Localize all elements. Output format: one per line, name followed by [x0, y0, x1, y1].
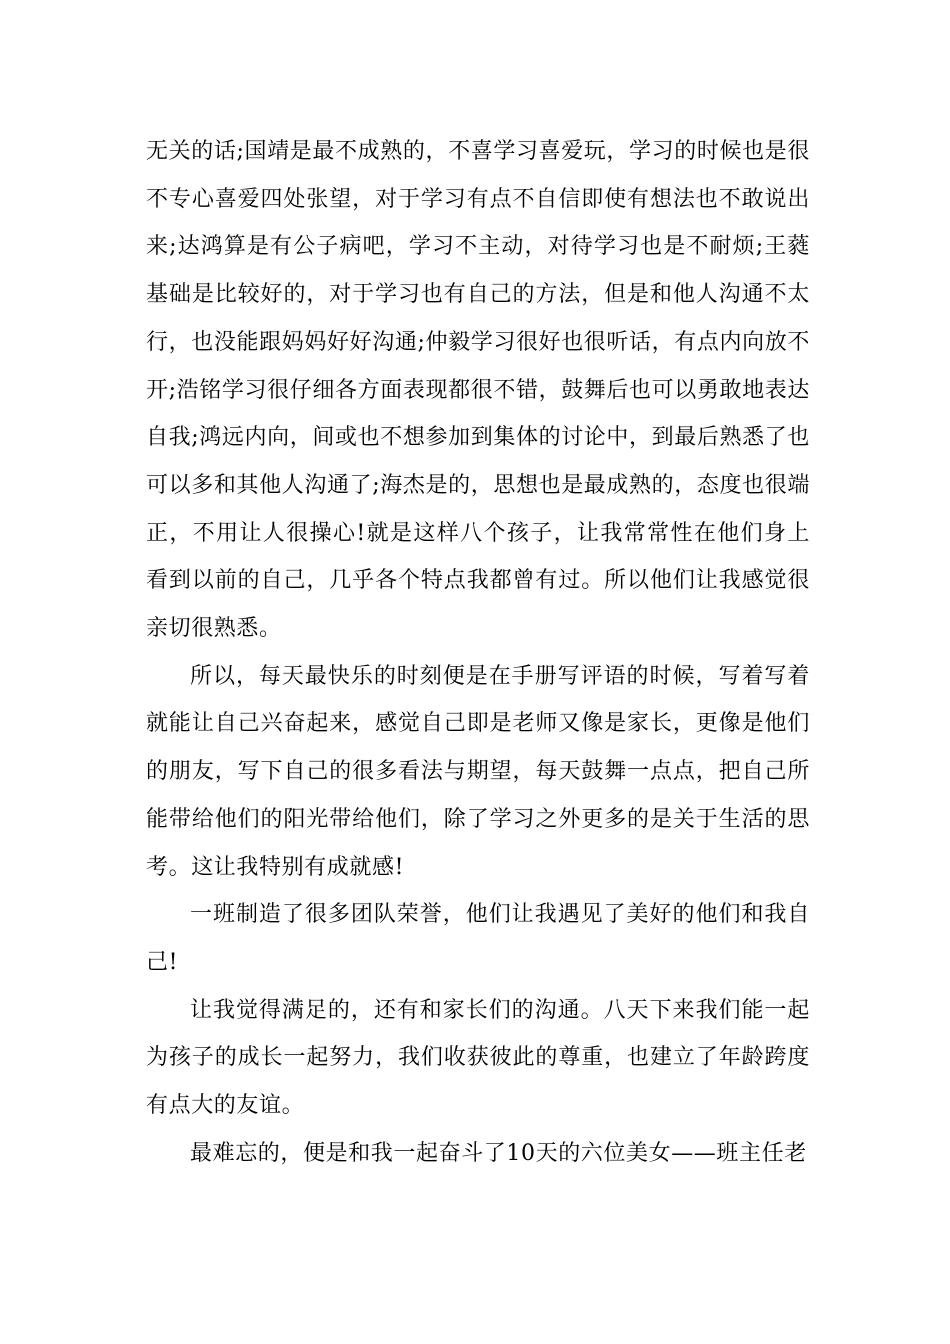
paragraph-1: 无关的话;国靖是最不成熟的，不喜学习喜爱玩，学习的时候也是很不专心喜爱四处张望，对于学习有点不自信即使有想法也不敢说出来;达鸿算是有公子病吧，学习不主动，对待学习也是不耐烦;王蕤基础是比较好的，对于学习也有自己的方法，但是和他人沟通不太行，也没能跟妈妈好好沟通;仲毅学习很好也很听话，有点内向放不开;浩铭学习很仔细各方面表现都很不错，鼓舞后也可以勇敢地表达自我;鸿远内向，间或也不想参加到集体的讨论中，到最后熟悉了也可以多和其他人沟通了;海杰是的，思想也是最成熟的，态度也很端正，不用让人很操心!就是这样八个孩子，让我常常性在他们身上看到以前的自己，几乎各个特点我都曾有过。所以他们让我感觉很亲切很熟悉。 [146, 139, 810, 642]
paragraph-5: 最难忘的，便是和我一起奋斗了10天的六位美女——班主任老 [190, 1140, 807, 1166]
paragraph-4: 让我觉得满足的，还有和家长们的沟通。八天下来我们能一起为孩子的成长一起努力，我们收获彼此的尊重，也建立了年龄跨度有点大的友谊。 [146, 997, 810, 1119]
paragraph-2: 所以，每天最快乐的时刻便是在手册写评语的时候，写着写着就能让自己兴奋起来，感觉自己即是老师又像是家长，更像是他们的朋友，写下自己的很多看法与期望，每天鼓舞一点点，把自己所能带给他们的阳光带给他们，除了学习之外更多的是关于生活的思考。这让我特别有成就感! [146, 663, 810, 880]
document-body [146, 128, 810, 1177]
paragraph-3: 一班制造了很多团队荣誉，他们让我遇见了美好的他们和我自己! [146, 902, 810, 975]
